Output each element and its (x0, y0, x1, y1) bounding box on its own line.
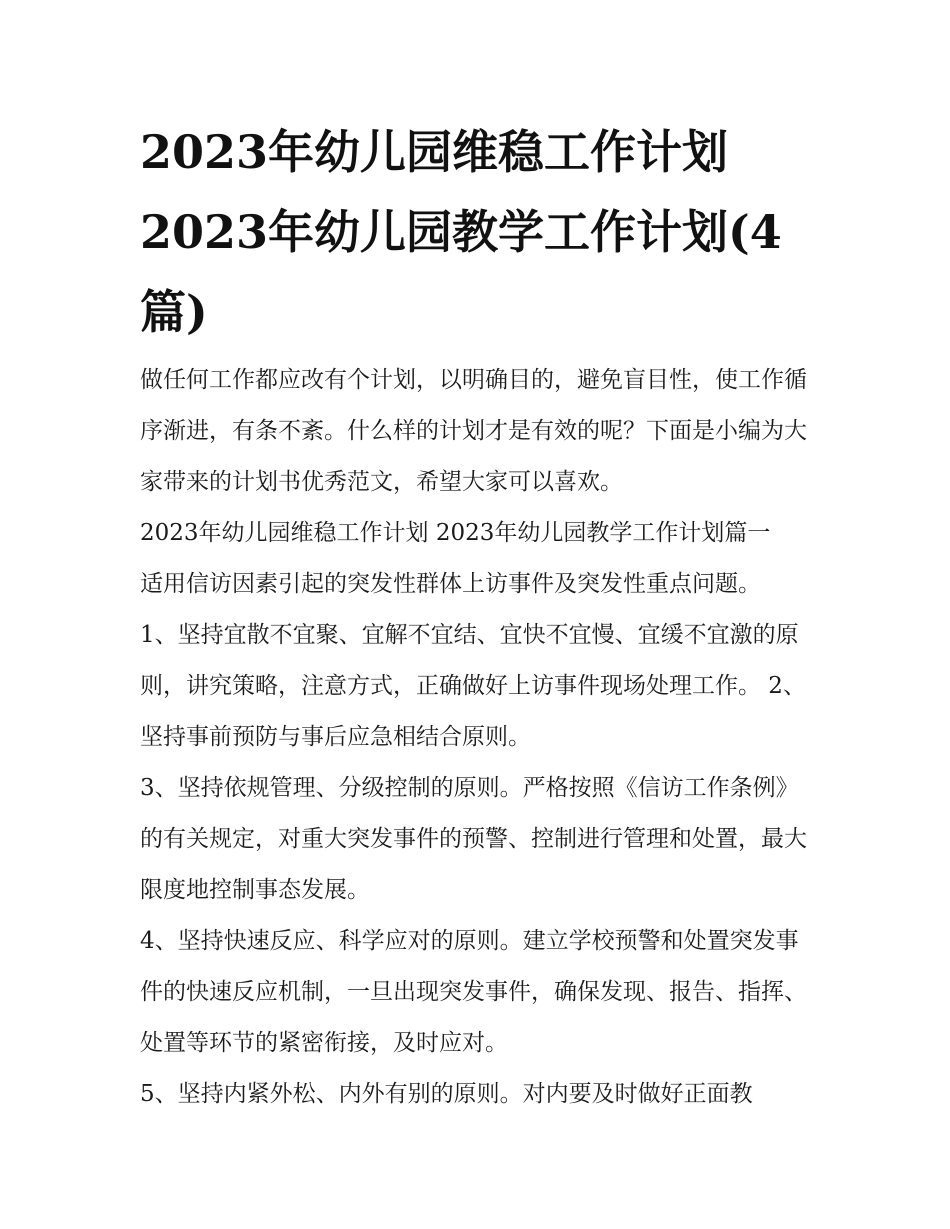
document-body (140, 355, 820, 1120)
document-title: 2023年幼儿园维稳工作计划 2023年幼儿园教学工作计划(4篇) (140, 125, 782, 339)
paragraph-scope: 适用信访因素引起的突发性群体上访事件及突发性重点问题。 (140, 571, 761, 597)
paragraph-principle-5: 5、坚持内紧外松、内外有别的原则。对内要及时做好正面教 (140, 1081, 753, 1107)
paragraph-intro: 做任何工作都应改有个计划，以明确目的，避免盲目性，使工作循序渐进，有条不紊。什么样的计划才是有效的呢？下面是小编为大家带来的计划书优秀范文，希望大家可以喜欢。 (140, 367, 807, 495)
paragraph-section-heading: 2023年幼儿园维稳工作计划 2023年幼儿园教学工作计划篇一 (140, 520, 771, 546)
paragraph-principle-3: 3、坚持依规管理、分级控制的原则。严格按照《信访工作条例》的有关规定，对重大突发事件的预警、控制进行管理和处置，最大限度地控制事态发展。 (140, 775, 807, 903)
paragraph-principle-4: 4、坚持快速反应、科学应对的原则。建立学校预警和处置突发事件的快速反应机制，一旦出现突发事件，确保发现、报告、指挥、处置等环节的紧密衔接，及时应对。 (140, 928, 807, 1056)
paragraph-principle-1-2: 1、坚持宜散不宜聚、宜解不宜结、宜快不宜慢、宜缓不宜激的原则，讲究策略，注意方式，正确做好上访事件现场处理工作。 2、坚持事前预防与事后应急相结合原则。 (140, 622, 806, 750)
